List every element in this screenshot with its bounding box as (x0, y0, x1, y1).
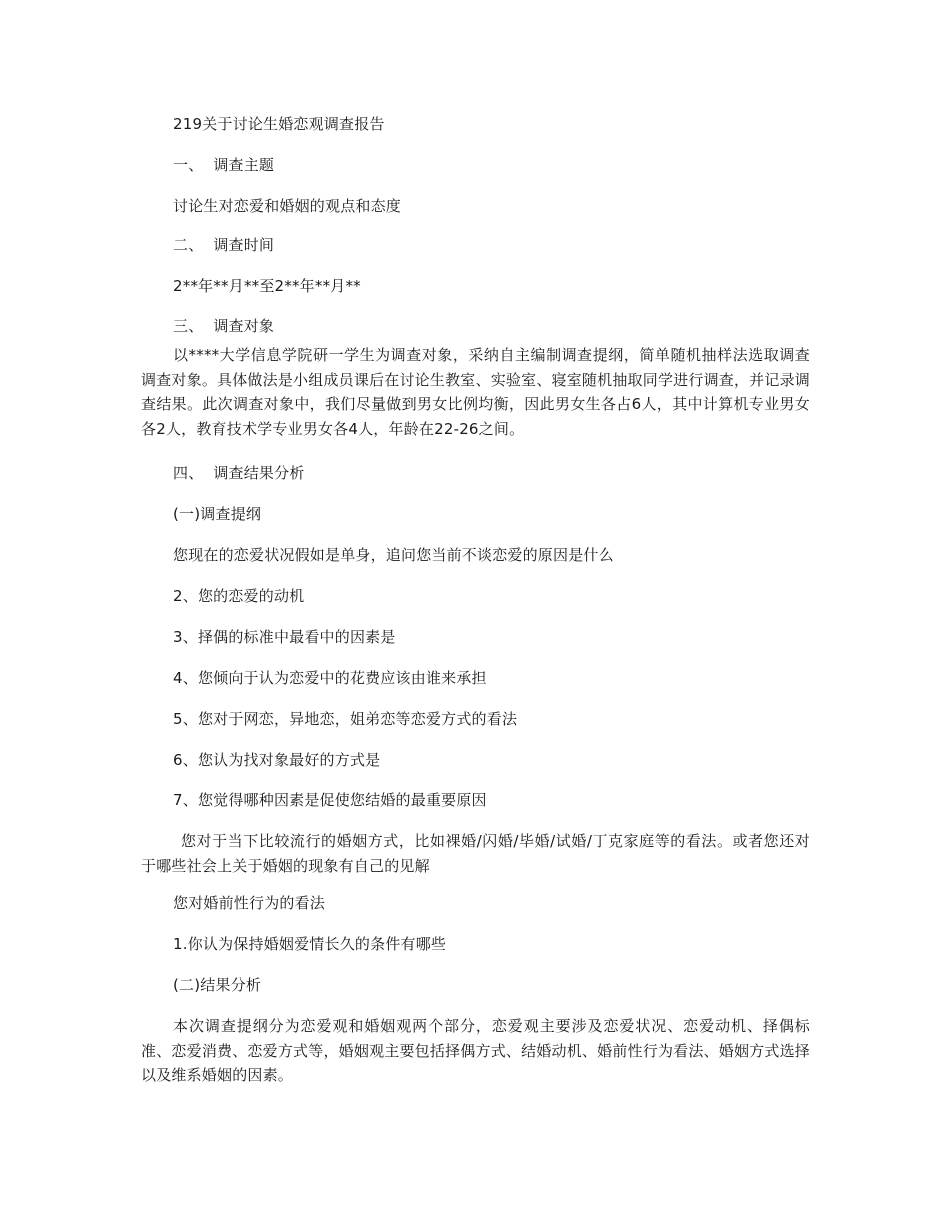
results-paragraph: 本次调查提纲分为恋爱观和婚姻观两个部分，恋爱观主要涉及恋爱状况、恋爱动机、择偶标准、恋爱消费、恋爱方式等，婚姻观主要包括择偶方式、结婚动机、婚前性行为看法、婚姻方式选择以及维系婚姻的因素。 (141, 1017, 810, 1084)
subsection-heading-outline: (一)调查提纲 (173, 505, 262, 523)
section-heading-topic: 一、 调查主题 (173, 156, 275, 174)
question-item: 3、择偶的标准中最看中的因素是 (173, 628, 396, 646)
question-item: 您对婚前性行为的看法 (173, 894, 326, 912)
question-item: 6、您认为找对象最好的方式是 (173, 751, 381, 769)
section-heading-time: 二、 调查时间 (173, 236, 275, 254)
question-item: 1.你认为保持婚姻爱情长久的条件有哪些 (173, 935, 447, 953)
question-item: 您现在的恋爱状况假如是单身，追问您当前不谈恋爱的原因是什么 (173, 546, 614, 564)
question-item: 2、您的恋爱的动机 (173, 587, 305, 605)
subsection-heading-results: (二)结果分析 (173, 976, 262, 994)
section-heading-subjects: 三、 调查对象 (173, 317, 275, 335)
question-item: 7、您觉得哪种因素是促使您结婚的最重要原因 (173, 791, 487, 809)
section-text-topic: 讨论生对恋爱和婚姻的观点和态度 (173, 197, 402, 215)
section-text-time: 2**年**月**至2**年**月** (173, 277, 361, 295)
question-item: 4、您倾向于认为恋爱中的花费应该由谁来承担 (173, 669, 487, 687)
subjects-paragraph: 以****大学信息学院研一学生为调查对象，采纳自主编制调查提纲，简单随机抽样法选取调查调查对象。具体做法是小组成员课后在讨论生教室、实验室、寝室随机抽取同学进行调查，并记录调查结果。此次调查对象中，我们尽量做到男女比例均衡，因此男女生各占6人，其中计算机专业男女各2人，教育技术学专业男女各4人，年龄在22-26之间。 (141, 346, 810, 438)
document-title: 219关于讨论生婚恋观调查报告 (173, 115, 385, 133)
question-item: 5、您对于网恋，异地恋，姐弟恋等恋爱方式的看法 (173, 710, 518, 728)
question-paragraph: 您对于当下比较流行的婚姻方式，比如裸婚/闪婚/毕婚/试婚/丁克家庭等的看法。或者您还对于哪些社会上关于婚姻的现象有自己的见解 (141, 832, 810, 875)
section-heading-analysis: 四、 调查结果分析 (173, 464, 305, 482)
